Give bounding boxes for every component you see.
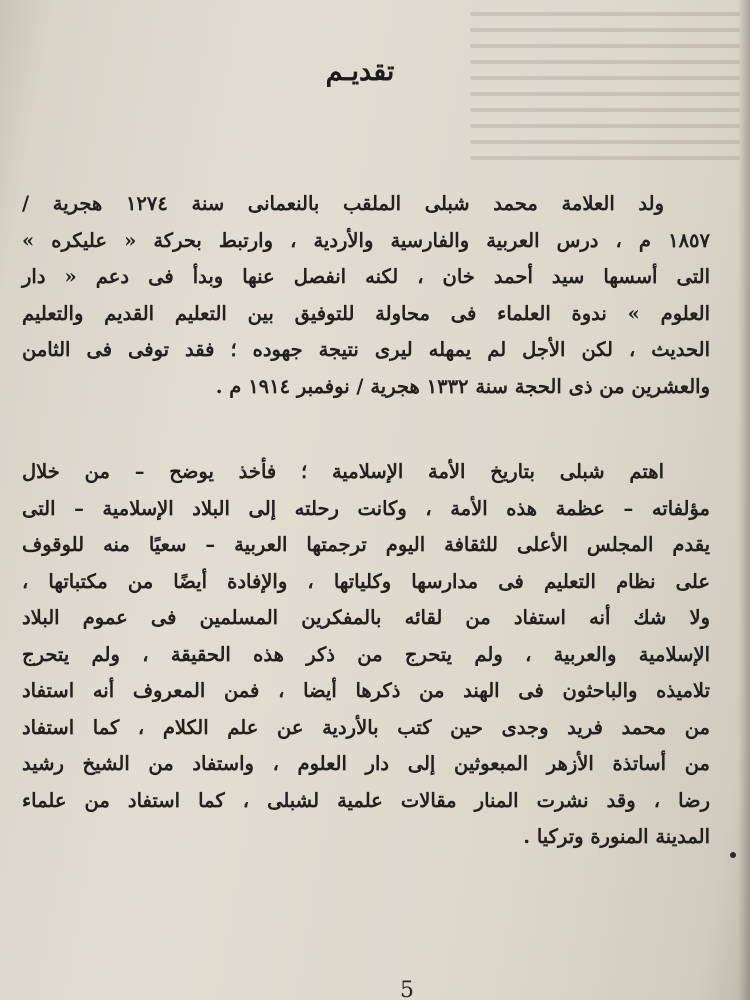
text-line: ولد العلامة محمد شبلى الملقب بالنعمانى سنة ١٢٧٤ هجرية / [22,192,664,215]
text-line: مؤلفاته – عظمة هذه الأمة ، وكانت رحلته إلى البلاد الإسلامية – التى [22,496,710,520]
text-line: اهتم شبلى بتاريخ الأمة الإسلامية ؛ فأخذ يوضح – من خلال [22,460,664,483]
text-line: يقدم المجلس الأعلى للثقافة اليوم ترجمتها العربية – سعيًا منه للوقوف [22,533,710,556]
text-line: المدينة المنورة وتركيا . [523,825,710,848]
text-line: رضا ، وقد نشرت المنار مقالات علمية لشبلى ، كما استفاد من علماء [22,788,710,812]
text-line: والعشرين من ذى الحجة سنة ١٣٣٢ هجرية / نوفمبر ١٩١٤ م . [215,374,710,398]
text-line: العلوم » ندوة العلماء فى محاولة للتوفيق بين التعليم القديم والتعليم [22,301,710,325]
page-gutter-shadow [738,0,750,1000]
text-line: تلاميذه والباحثون فى الهند من ذكرها أيضا ، فمن المعروف أنه استفاد [22,679,710,702]
paragraph-1 [22,186,710,405]
paragraph-2 [22,454,710,856]
text-line: التى أسسها سيد أحمد خان ، لكنه انفصل عنها وبدأ فى دعم « دار [22,265,710,288]
text-line: الإسلامية والعربية ، ولم يتحرج من ذكر هذه الحقيقة ، ولم يتحرج [22,642,710,666]
text-line: الحديث ، لكن الأجل لم يمهله ليرى نتيجة جهوده ؛ فقد توفى فى الثامن [22,338,710,361]
text-line: على نظام التعليم فى مدارسها وكلياتها ، والإفادة أيضًا من مكتباتها ، [22,569,710,593]
text-line: ولا شك أنه استفاد من لقائه بالمفكرين المسلمين فى عموم البلاد [22,606,710,629]
page-title: تقديـم [325,56,395,87]
text-line: من محمد فريد وجدى حين كتب بالأردية عن علم الكلام ، كما استفاد [22,715,710,739]
page-number: 5 [400,978,414,1000]
margin-dot [730,852,736,858]
text-line: من أساتذة الأزهر المبعوثين إلى دار العلوم ، واستفاد من الشيخ رشيد [22,752,710,775]
text-line: ١٨٥٧ م ، درس العربية والفارسية والأردية ، وارتبط بحركة « عليكره » [22,228,710,252]
